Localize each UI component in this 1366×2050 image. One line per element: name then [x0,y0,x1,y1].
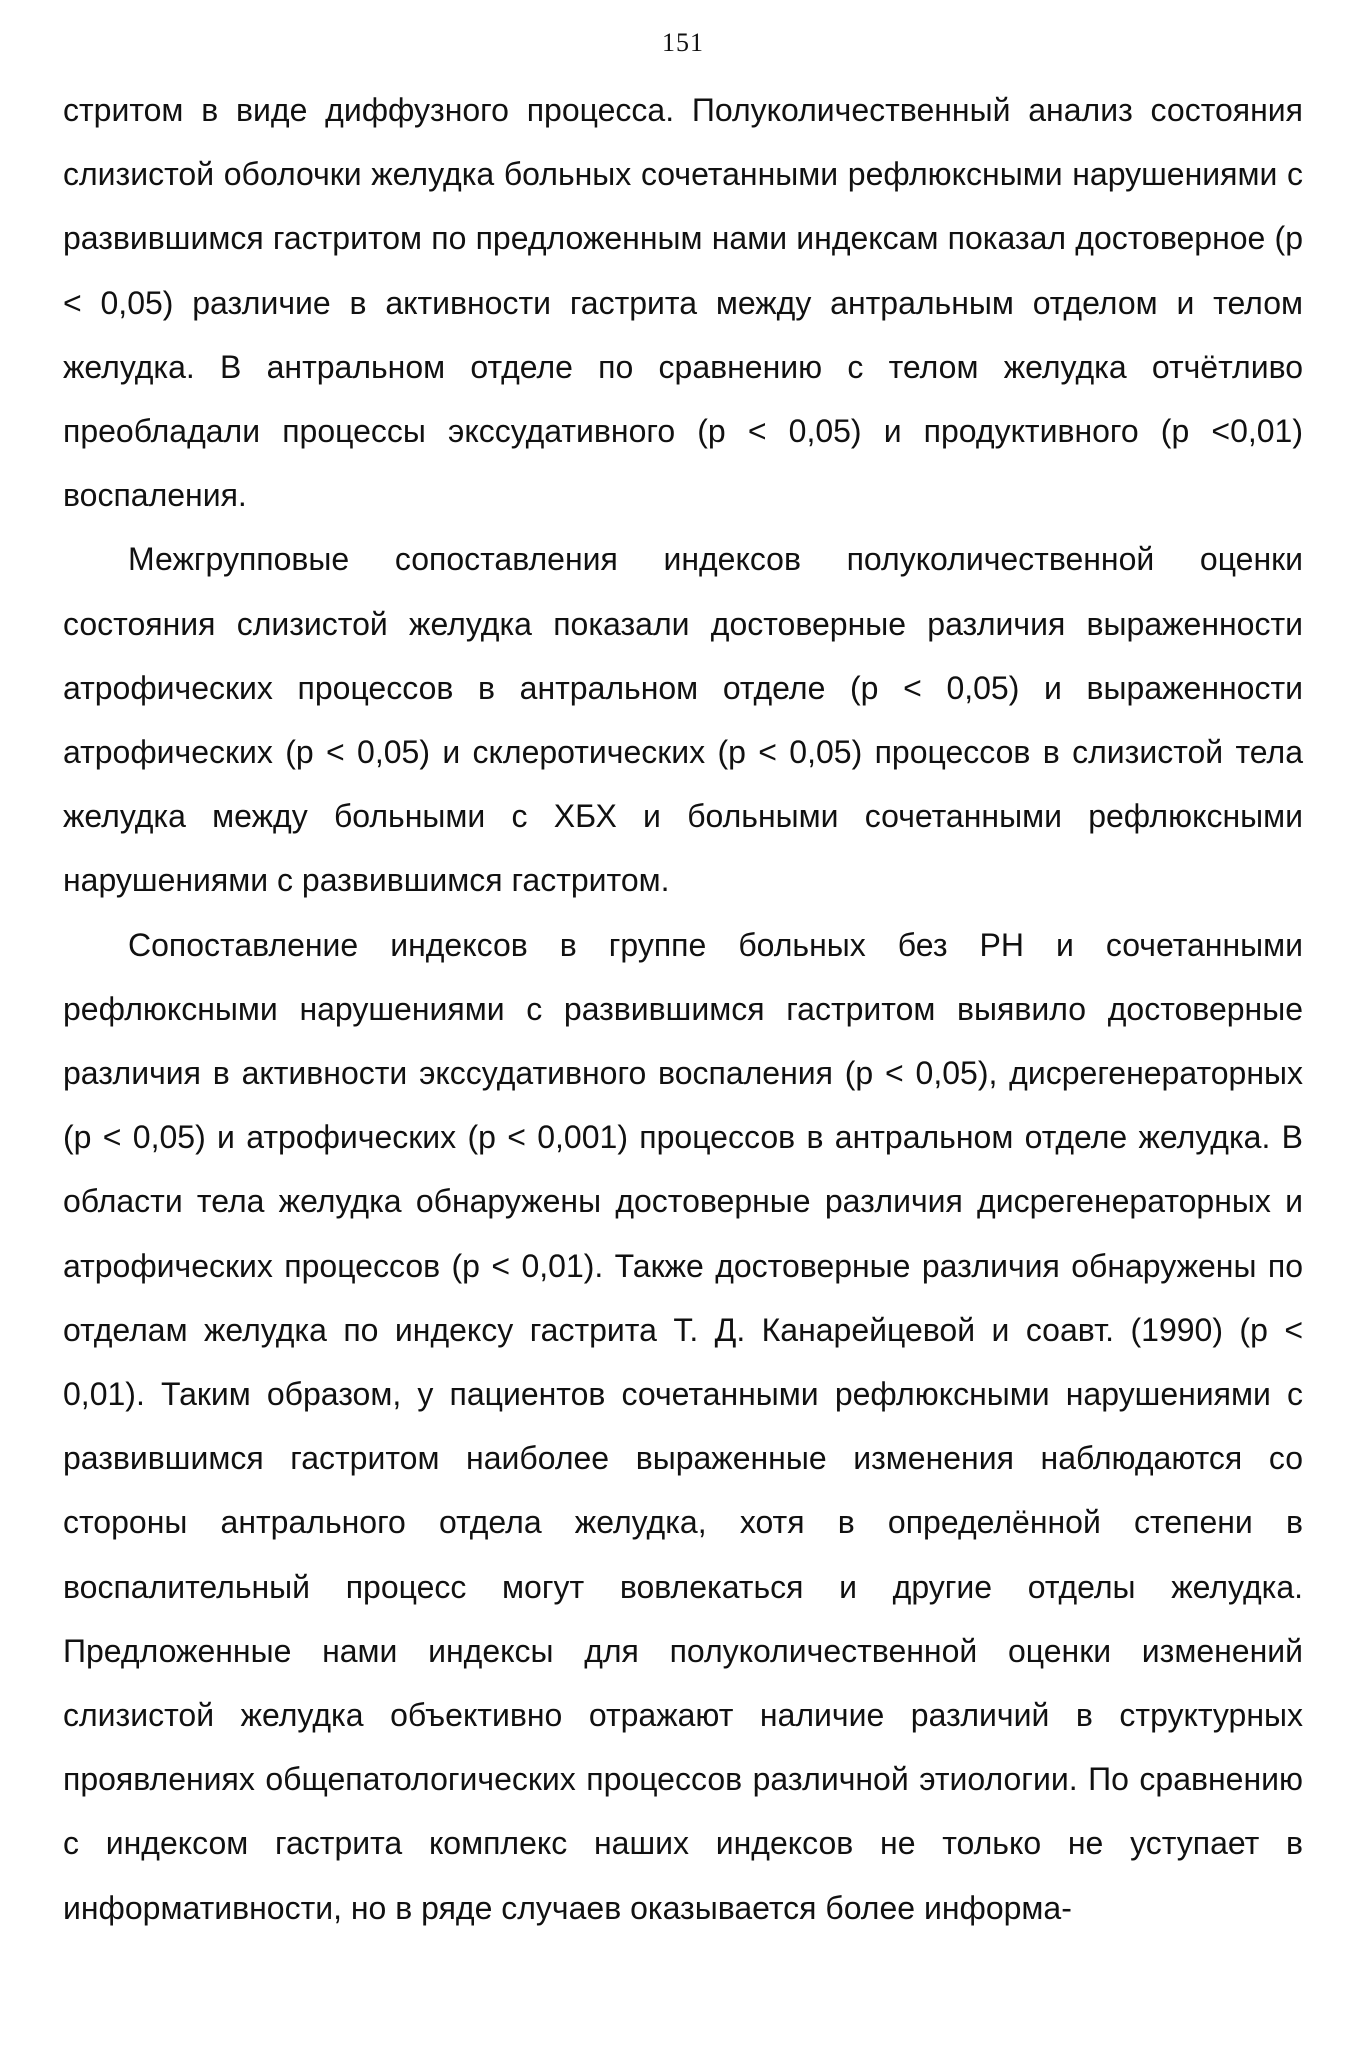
paragraph-continuation: стритом в виде диффузного процесса. Полуколичественный анализ состояния слизистой оболочки желудка больных сочетанными рефлюксными нарушениями с развившимся гастритом по предложенным нами индексам показал достоверное (р < 0,05) различие в активности гастрита между антральным отделом и телом желудка. В антральном отделе по сравнению с телом желудка отчётливо преобладали процессы экссудативного (р < 0,05) и продуктивного (р <0,01) воспаления. [63,92,1303,514]
paragraph-intergroup-comparison: Межгрупповые сопоставления индексов полуколичественной оценки состояния слизистой желудка показали достоверные различия выраженности атрофических процессов в антральном отделе (р < 0,05) и выраженности атрофических (р < 0,05) и склеротических (р < 0,05) процессов в слизистой тела желудка между больными с ХБХ и больными сочетанными рефлюксными нарушениями с развившимся гастритом. [63,541,1303,899]
document-body [63,78,1303,1940]
page-number: 151 [662,28,704,57]
paragraph-index-comparison: Сопоставление индексов в группе больных без РН и сочетанными рефлюксными нарушениями с развившимся гастритом выявило достоверные различия в активности экссудативного воспаления (р < 0,05), дисрегенераторных (р < 0,05) и атрофических (р < 0,001) процессов в антральном отделе желудка. В области тела желудка обнаружены достоверные различия дисрегенераторных и атрофических процессов (р < 0,01). Также достоверные различия обнаружены по отделам желудка по индексу гастрита Т. Д. Канарейцевой и соавт. (1990) (р < 0,01). Таким образом, у пациентов сочетанными рефлюксными нарушениями с развившимся гастритом наиболее выраженные изменения наблюдаются со стороны антрального отдела желудка, хотя в определённой степени в воспалительный процесс могут вовлекаться и другие отделы желудка. Предложенные нами индексы для полуколичественной оценки изменений слизистой желудка объективно отражают наличие различий в структурных проявлениях общепатологических процессов различной этиологии. По сравнению с индексом гастрита комплекс наших индексов не только не уступает в информативности, но в ряде случаев оказывается более информа- [63,926,1303,1926]
